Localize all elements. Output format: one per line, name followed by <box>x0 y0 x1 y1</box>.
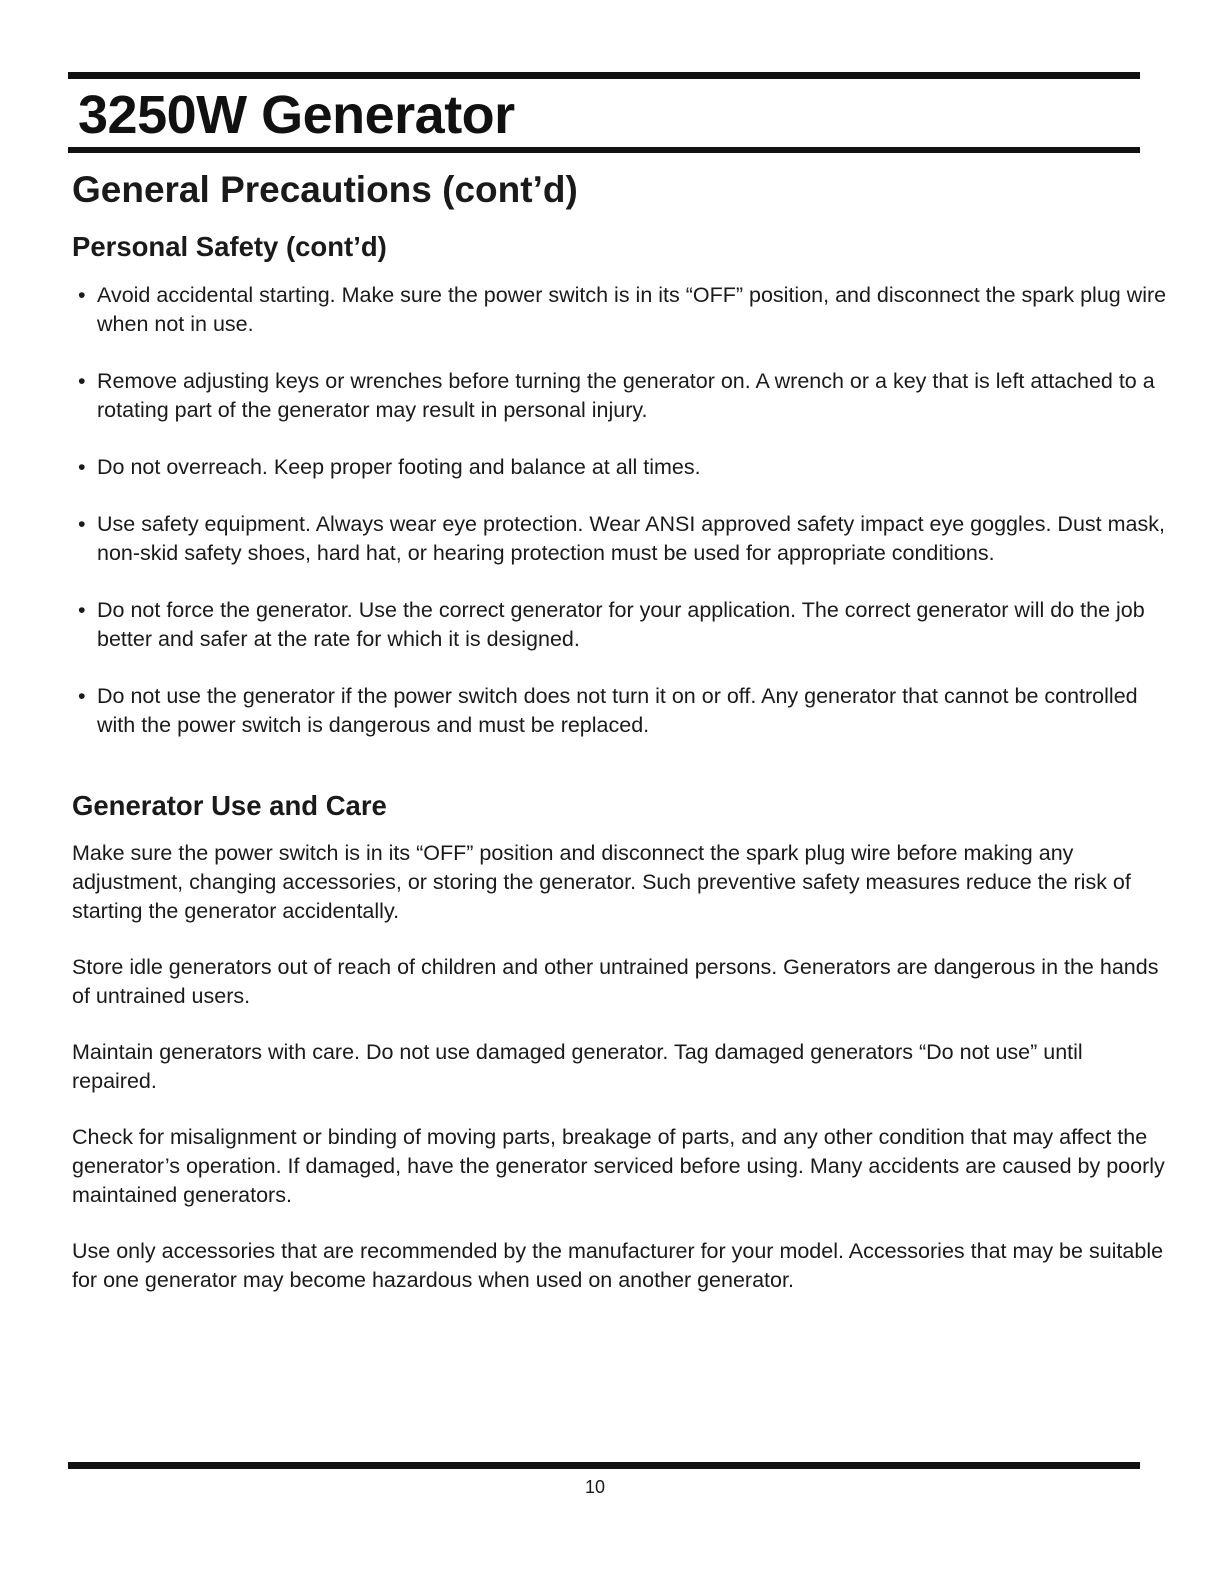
personal-safety-heading: Personal Safety (cont’d) <box>72 231 387 262</box>
list-item: • Do not force the generator. Use the correct generator for your application. The correct generator will do the job better and safer at the rate for which it is designed. <box>78 596 1168 654</box>
list-item: • Do not overreach. Keep proper footing and balance at all times. <box>78 453 1168 482</box>
paragraph: Maintain generators with care. Do not use damaged generator. Tag damaged generators “Do not use” until repaired. <box>72 1040 1083 1093</box>
personal-safety-list <box>78 281 1168 740</box>
paragraph: Use only accessories that are recommended by the manufacturer for your model. Accessories that may be suitable for one generator may become hazardous when used on another generator. <box>72 1239 1164 1292</box>
page-number: 10 <box>584 1477 606 1497</box>
document-title: 3250W Generator <box>78 85 515 145</box>
list-item: • Remove adjusting keys or wrenches before turning the generator on. A wrench or a key that is left attached to a rotating part of the generator may result in personal injury. <box>78 367 1168 425</box>
footer-rule <box>68 1462 1140 1469</box>
header-bottom-rule <box>68 147 1140 153</box>
list-item: • Do not use the generator if the power switch does not turn it on or off. Any generator that cannot be controlled with the power switch is dangerous and must be replaced. <box>78 682 1168 740</box>
section-title: General Precautions (cont’d) <box>72 169 578 210</box>
paragraph: Check for misalignment or binding of moving parts, breakage of parts, and any other condition that may affect the generator’s operation. If damaged, have the generator serviced before using. Many accidents are caused by poorly maintained generators. <box>72 1125 1165 1207</box>
paragraph: Store idle generators out of reach of children and other untrained persons. Generators are dangerous in the hands of untrained users. <box>72 955 1159 1008</box>
header-top-rule <box>68 72 1140 79</box>
list-item: • Avoid accidental starting. Make sure the power switch is in its “OFF” position, and disconnect the spark plug wire when not in use. <box>78 281 1168 339</box>
paragraph: Make sure the power switch is in its “OFF” position and disconnect the spark plug wire before making any adjustment, changing accessories, or storing the generator. Such preventive safety measures reduce the risk of starting the generator accidentally. <box>72 841 1131 923</box>
generator-use-care-heading: Generator Use and Care <box>72 790 387 821</box>
generator-use-care-body <box>72 839 1167 1295</box>
list-item: • Use safety equipment. Always wear eye protection. Wear ANSI approved safety impact eye goggles. Dust mask, non-skid safety shoes, hard hat, or hearing protection must be used for appropriate conditions. <box>78 510 1168 568</box>
